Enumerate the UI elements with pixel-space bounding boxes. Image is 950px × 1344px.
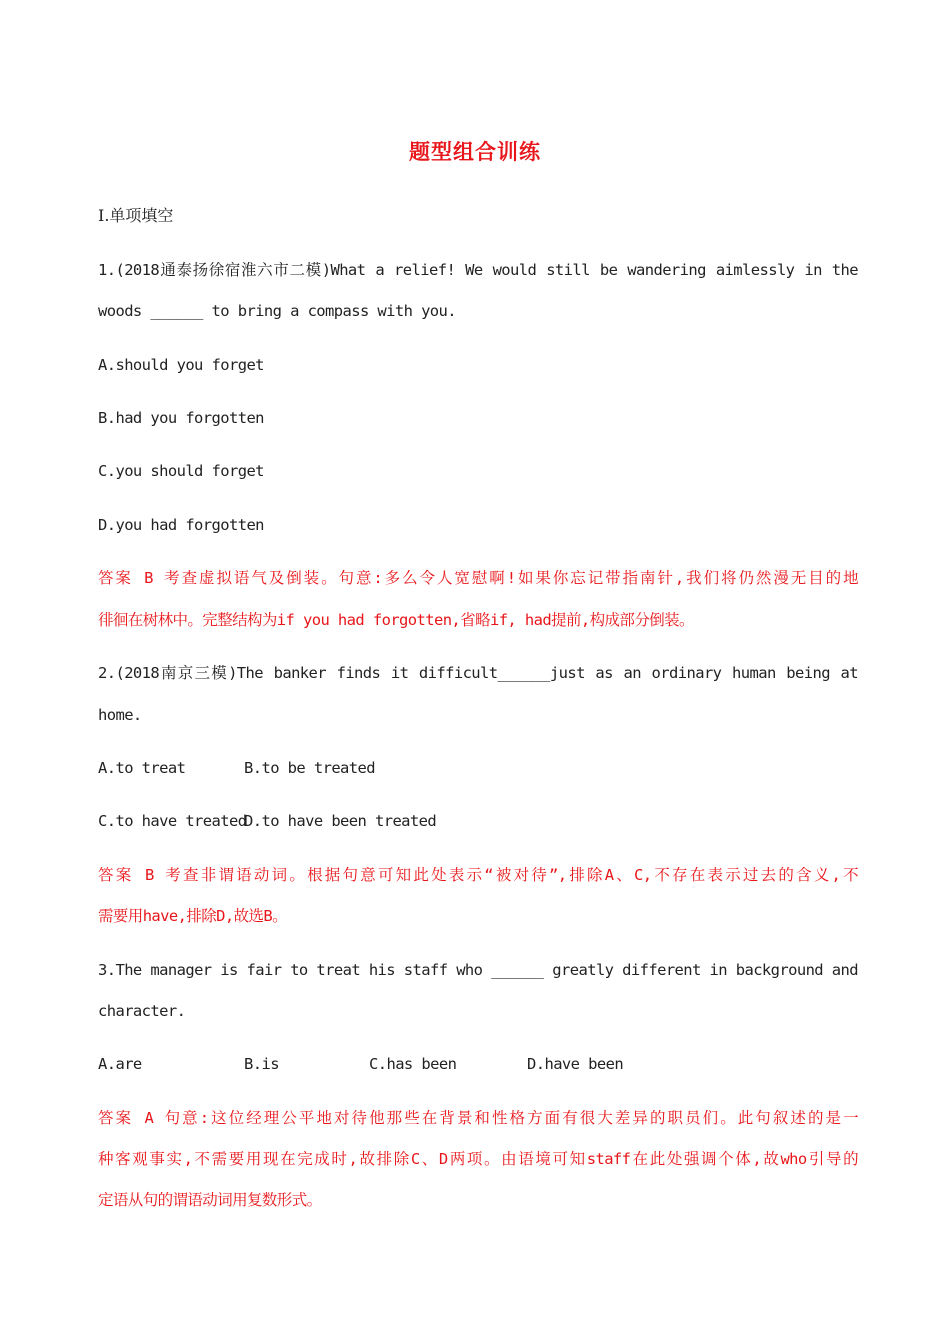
question-3-stem-line-2: character. [98, 1002, 186, 1020]
question-2-option-c: C.to have treated [98, 812, 247, 830]
question-1-answer-line-2: 徘徊在树林中。完整结构为if you had forgotten,省略if, had提前,构成部分倒装。 [98, 611, 694, 629]
question-3-stem-line-1: 3.The manager is fair to treat his staff who ______ greatly different in background and [98, 961, 858, 979]
question-2-stem-line-1: 2.(2018南京三模)The banker finds it difficult______just as an ordinary human being at [98, 664, 858, 682]
question-2-option-d: D.to have been treated [244, 812, 437, 830]
question-2-stem-line-2: home. [98, 706, 142, 724]
question-1-option-d: D.you had forgotten [98, 516, 264, 534]
question-2-answer-line-2: 需要用have,排除D,故选B。 [98, 907, 288, 925]
question-3-option-d: D.have been [527, 1055, 624, 1073]
question-1-stem-line-1: 1.(2018通泰扬徐宿淮六市二模)What a relief! We would still be wandering aimlessly in the [98, 261, 858, 279]
question-3-option-c: C.has been [369, 1055, 457, 1073]
question-1-answer-line-1: 答案 B 考查虚拟语气及倒装。句意:多么令人宽慰啊!如果你忘记带指南针,我们将仍然漫无目的地 [98, 569, 858, 587]
question-2-options-row-1 [98, 757, 858, 779]
question-3-option-b: B.is [244, 1055, 279, 1073]
section-heading: Ⅰ.单项填空 [98, 206, 174, 225]
question-1-option-b: B.had you forgotten [98, 409, 264, 427]
question-3-answer-line-2: 种客观事实,不需要用现在完成时,故排除C、D两项。由语境可知staff在此处强调个体,故who引导的 [98, 1150, 858, 1168]
question-1-option-c: C.you should forget [98, 462, 264, 480]
question-3-option-a: A.are [98, 1055, 142, 1073]
question-2-option-a: A.to treat [98, 759, 186, 777]
question-1-stem-line-2: woods ______ to bring a compass with you. [98, 302, 457, 320]
question-2-answer-line-1: 答案 B 考查非谓语动词。根据句意可知此处表示“被对待”,排除A、C,不存在表示过去的含义,不 [98, 866, 858, 884]
question-3-answer-line-3: 定语从句的谓语动词用复数形式。 [98, 1191, 322, 1209]
question-3-options-row [98, 1053, 858, 1075]
question-2-options-row-2 [98, 810, 858, 832]
page-title: 题型组合训练 [409, 140, 541, 164]
question-2-option-b: B.to be treated [244, 759, 375, 777]
question-3-answer-line-1: 答案 A 句意:这位经理公平地对待他那些在背景和性格方面有很大差异的职员们。此句叙述的是一 [98, 1109, 858, 1127]
question-1-option-a: A.should you forget [98, 356, 264, 374]
